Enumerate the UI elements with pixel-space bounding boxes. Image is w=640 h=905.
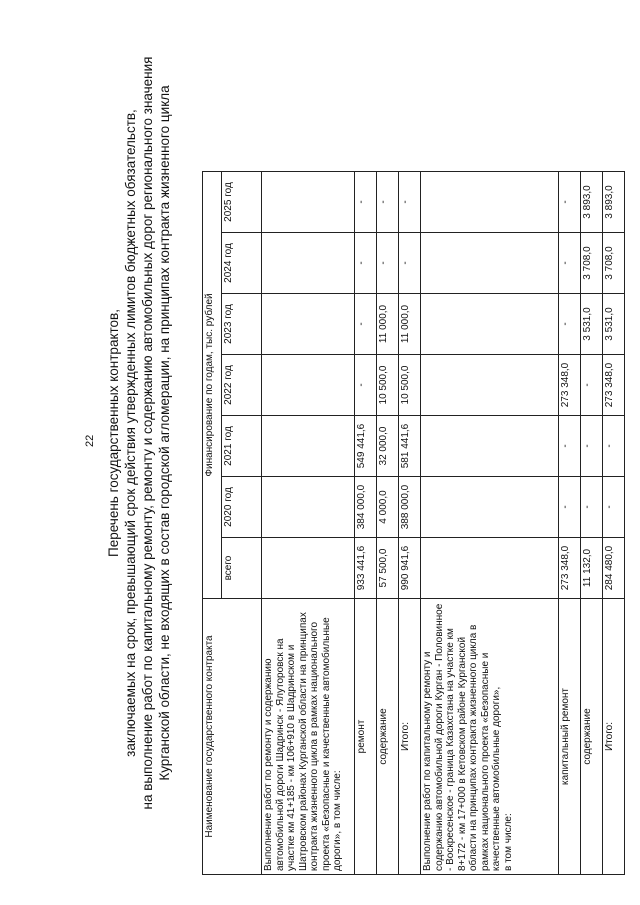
header-year: 2025 год [222, 172, 262, 233]
cell-value: 933 441,6 [355, 538, 377, 599]
description-suffix: в том числе: [502, 813, 514, 871]
cell-value: 3 893,0 [603, 172, 625, 233]
cell-value: 388 000,0 [399, 477, 421, 538]
cell-value: 384 000,0 [355, 477, 377, 538]
header-year: всего [222, 538, 262, 599]
cell-value: 10 500,0 [377, 355, 399, 416]
table-row [262, 172, 355, 875]
cell-value: 3 708,0 [581, 233, 603, 294]
row-label: содержание [581, 599, 603, 875]
cell-value: 3 893,0 [581, 172, 603, 233]
cell-value: - [603, 477, 625, 538]
header-year: 2021 год [222, 416, 262, 477]
title-line: заключаемых на срок, превышающий срок действия утвержденных лимитов бюджетных обязательств, [123, 109, 138, 757]
row-label: Итого: [399, 599, 421, 875]
document-title [105, 33, 173, 833]
header-year: 2020 год [222, 477, 262, 538]
description-text: Выполнение работ по капитальному ремонту и содержанию автомобильной дороги Курган - Половинное - Воскресенское - граница Казахстана на участке км 8+172 - км 17+000 в Кетовском районе Курганской области на принципах контракта жизненного цикла в рамках национального проекта «Безопасные и качественные автомобильные дороги», [422, 603, 502, 871]
cell-value: - [399, 172, 421, 233]
cell-value: 3 531,0 [581, 294, 603, 355]
cell-value: - [355, 294, 377, 355]
cell-value: 581 441,6 [399, 416, 421, 477]
cell-value: 273 348,0 [559, 538, 581, 599]
header-year: 2024 год [222, 233, 262, 294]
cell-value: 11 000,0 [377, 294, 399, 355]
cell-value: - [355, 172, 377, 233]
page-number: 22 [84, 434, 96, 447]
cell-value: - [581, 355, 603, 416]
cell-value: 3 708,0 [603, 233, 625, 294]
row-label: ремонт [355, 599, 377, 875]
table-row [377, 172, 399, 875]
title-line: на выполнение работ по капитальному ремонту, ремонту и содержанию автомобильных дорог регионального значения [140, 56, 155, 810]
cell-value: 10 500,0 [399, 355, 421, 416]
header-year: 2023 год [222, 294, 262, 355]
cell-value: - [581, 477, 603, 538]
cell-value: 549 441,6 [355, 416, 377, 477]
contracts-table [202, 171, 625, 875]
cell-value: 273 348,0 [603, 355, 625, 416]
cell-value: 273 348,0 [559, 355, 581, 416]
cell-value: 284 480,0 [603, 538, 625, 599]
table-row [355, 172, 377, 875]
title-line: Перечень государственных контрактов, [106, 309, 121, 557]
table-row [399, 172, 421, 875]
cell-value: - [377, 233, 399, 294]
title-line: Курганской области, не входящих в состав городской агломерации, на принципах контракта жизненного цикла [157, 85, 172, 781]
table-row [603, 172, 625, 875]
cell-value: 11 132,0 [581, 538, 603, 599]
cell-value: 32 000,0 [377, 416, 399, 477]
row-label: Итого: [603, 599, 625, 875]
cell-value: 3 531,0 [603, 294, 625, 355]
cell-value: - [355, 355, 377, 416]
cell-value: 57 500,0 [377, 538, 399, 599]
cell-value: 990 941,6 [399, 538, 421, 599]
cell-value: - [581, 416, 603, 477]
cell-value: - [603, 416, 625, 477]
cell-value: 11 000,0 [399, 294, 421, 355]
contract-description: Выполнение работ по ремонту и содержанию автомобильной дороги Шадринск - Ялуторовск на участке км 41+185 - км 106+910 в Шадринском и Шатровском районах Курганской области на принципах контракта жизненного цикла в рамках национального проекта «Безопасные и качественные автомобильные дороги», в том числе: [262, 599, 355, 875]
cell-value: - [559, 477, 581, 538]
table-row [581, 172, 603, 875]
contract-description [421, 599, 559, 875]
cell-value: - [355, 233, 377, 294]
header-contract-name: Наименование государственного контракта [203, 599, 262, 875]
cell-value: 4 000,0 [377, 477, 399, 538]
table-row [559, 172, 581, 875]
row-label: капитальный ремонт [559, 599, 581, 875]
header-year: 2022 год [222, 355, 262, 416]
header-financing: Финансирование по годам, тыс. рублей [203, 172, 222, 599]
table-row [421, 172, 559, 875]
cell-value: - [377, 172, 399, 233]
cell-value: - [399, 233, 421, 294]
cell-value: - [559, 294, 581, 355]
cell-value: - [559, 416, 581, 477]
cell-value: - [559, 233, 581, 294]
row-label: содержание [377, 599, 399, 875]
cell-value: - [559, 172, 581, 233]
